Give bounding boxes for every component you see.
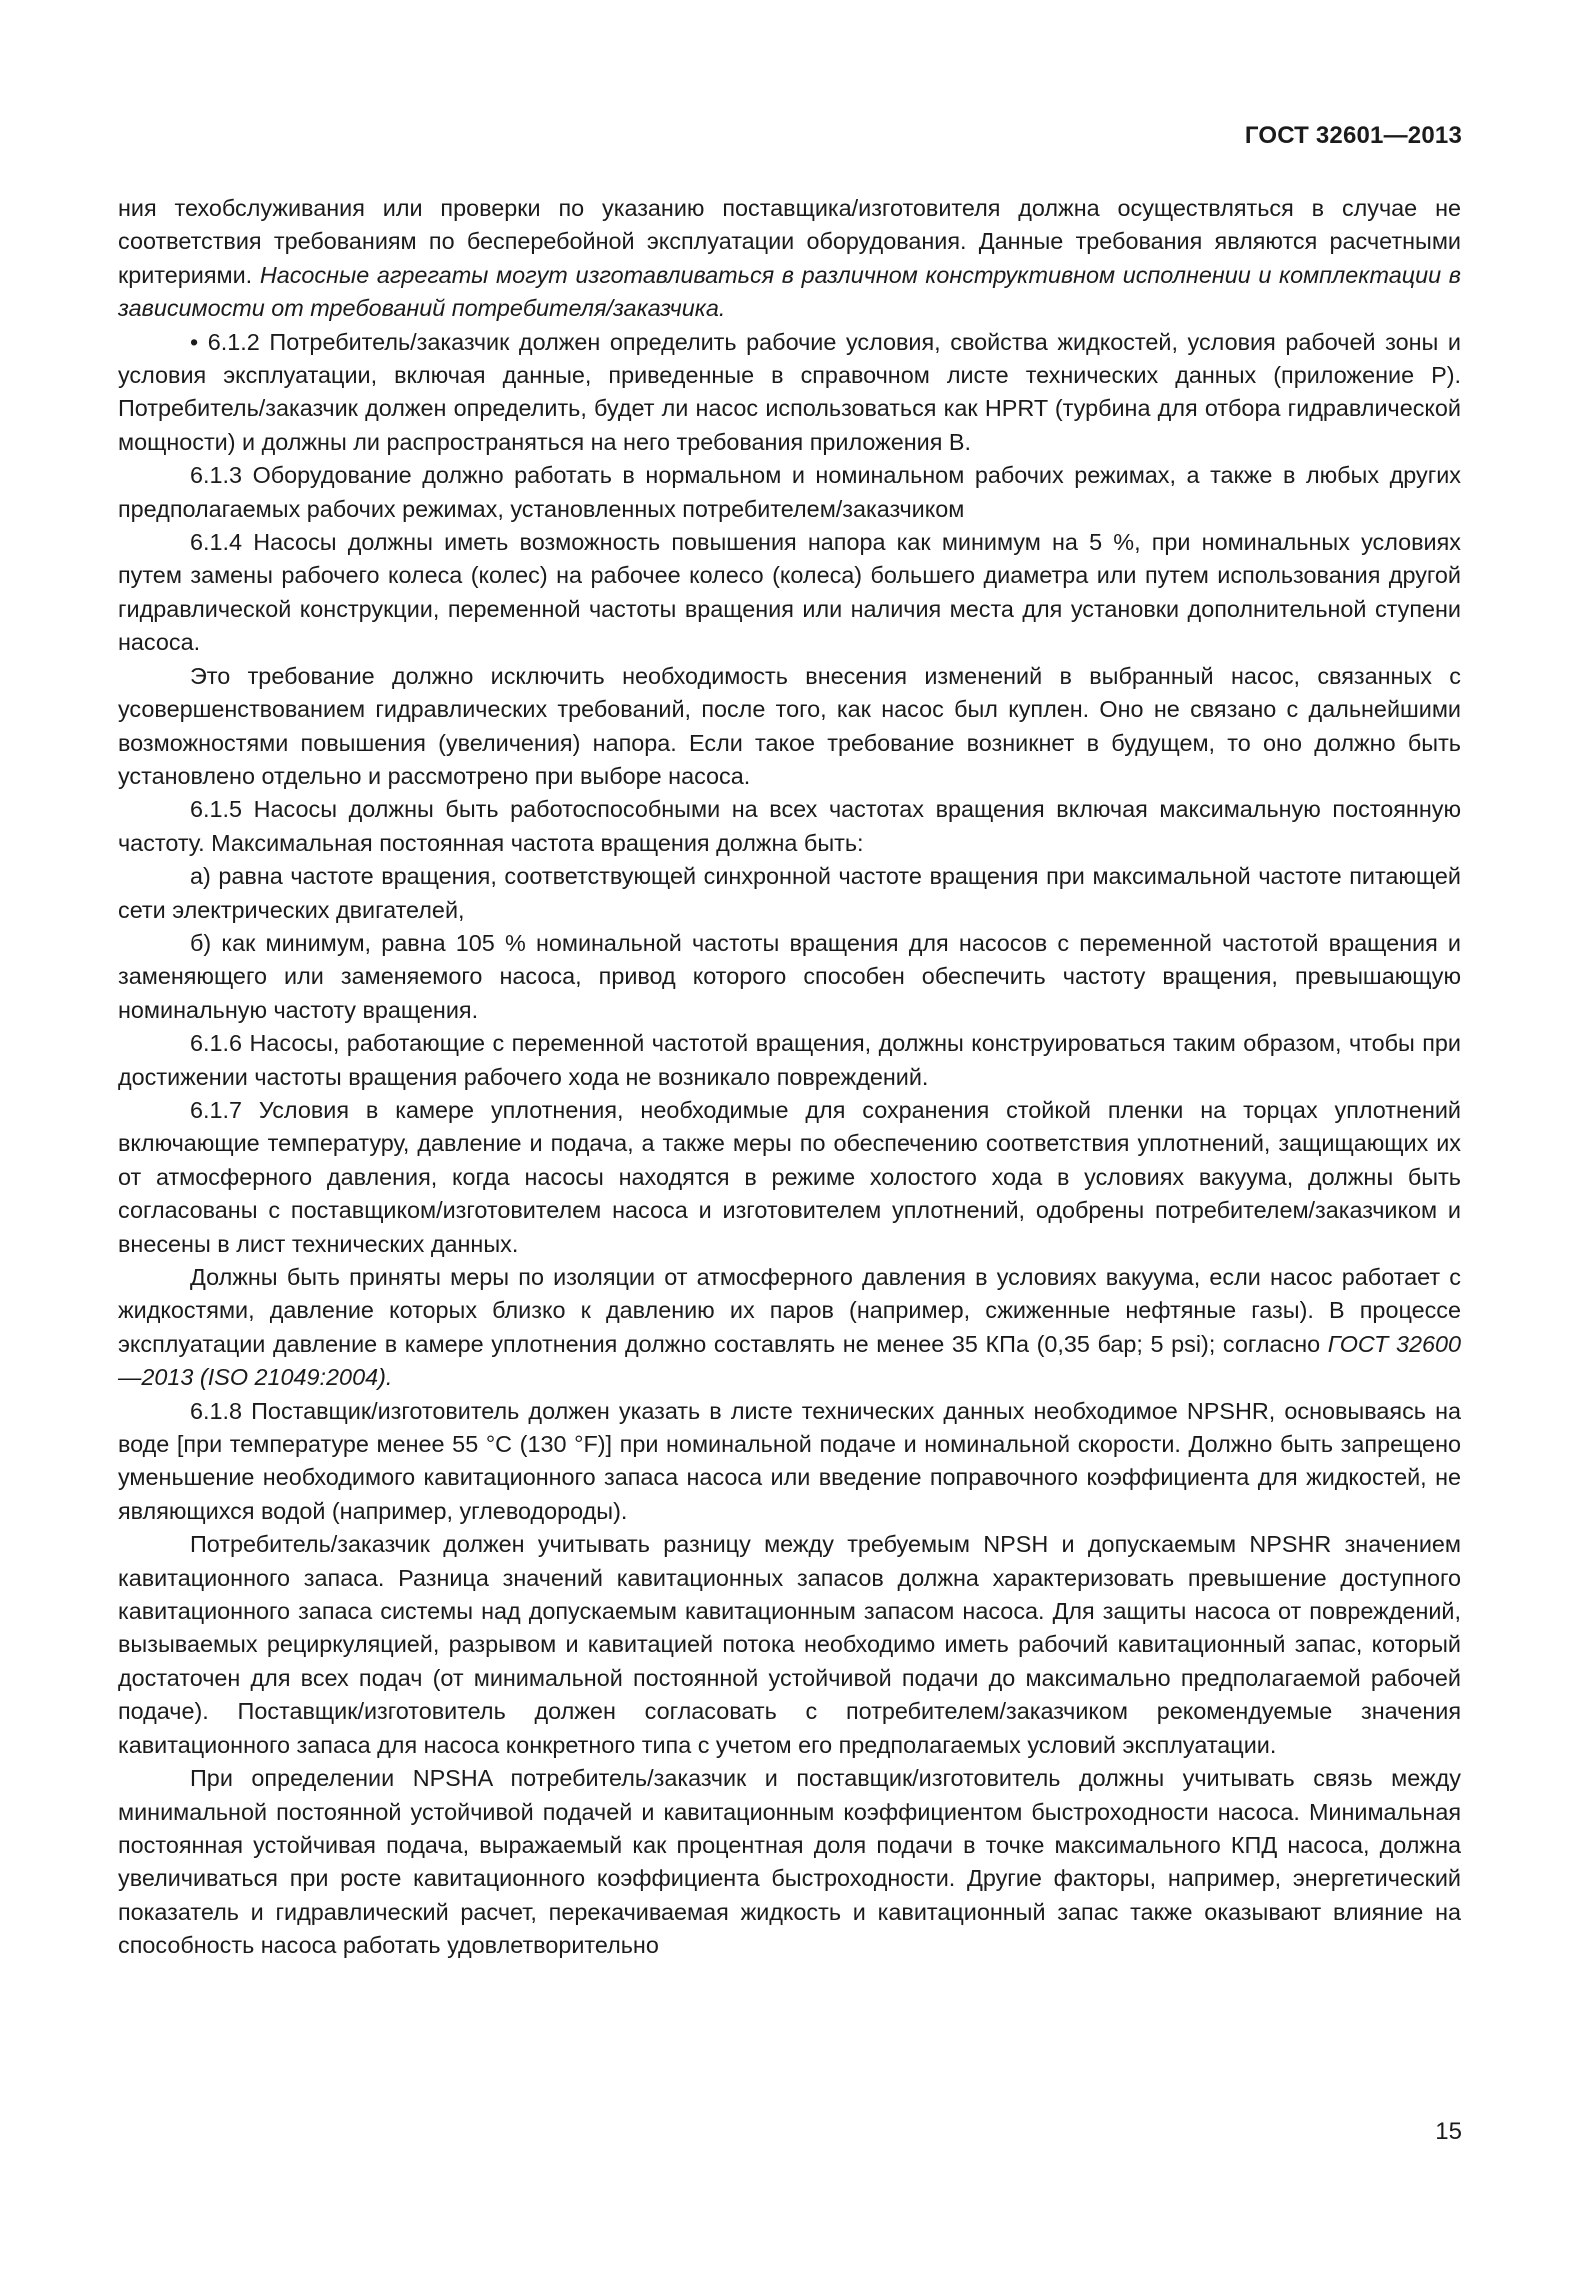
paragraph-6-1-4-note: Это требование должно исключить необходимость внесения изменений в выбранный насос, связанных с усовершенствованием гидравлических требований, после того, как насос был куплен. Оно не связано с дальнейшими возможностями повышения (увеличения) напора. Если такое требование возникнет в будущем, то оно должно быть установлено отдельно и рассмотрено при выборе насоса.	[118, 662, 1461, 789]
paragraph-6-1-4: 6.1.4 Насосы должны иметь возможность повышения напора как минимум на 5 %, при номинальных условиях путем замены рабочего колеса (колес) на рабочее колесо (колеса) большего диаметра или путем использования другой гидравлической конструкции, переменной частоты вращения или наличия места для установки дополнительной ступени насоса.	[118, 529, 1461, 656]
standard-header: ГОСТ 32601—2013	[1244, 122, 1462, 149]
paragraph-continuation	[118, 192, 1461, 326]
page-number: 15	[1435, 2118, 1462, 2145]
paragraph-6-1-7-vacuum	[118, 1261, 1461, 1395]
paragraph-italic-reference: ГОСТ 32600—2013 (ISO 21049:2004).	[118, 1330, 1461, 1391]
paragraph-text: Должны быть приняты меры по изоляции от атмосферного давления в условиях вакуума, если насос работает с жидкостями, давление которых близко к давлению их паров (например, сжиженные нефтяные газы). В процессе эксплуатации давление в камере уплотнения должно составлять не менее 35 КПа (0,35 бар; 5 psi); согласно	[118, 1264, 1461, 1357]
paragraph-6-1-8-npsha: При определении NPSHA потребитель/заказчик и поставщик/изготовитель должны учитывать связь между минимальной постоянной устойчивой подачей и кавитационным коэффициентом быстроходности насоса. Минимальная постоянная устойчивая подача, выражаемый как процентная доля подачи в точке максимального КПД насоса, должна увеличиваться при росте кавитационного коэффициента быстроходности. Другие факторы, например, энергетический показатель и гидравлический расчет, перекачиваемая жидкость и кавитационный запас также оказывают влияние на способность насоса работать удовлетворительно	[118, 1765, 1461, 1959]
paragraph-6-1-2: • 6.1.2 Потребитель/заказчик должен определить рабочие условия, свойства жидкостей, условия рабочей зоны и условия эксплуатации, включая данные, приведенные в справочном листе технических данных (приложение Р). Потребитель/заказчик должен определить, будет ли насос использоваться как HPRT (турбина для отбора гидравлической мощности) и должны ли распространяться на него требования приложения В.	[118, 328, 1461, 455]
paragraph-italic-text: Насосные агрегаты могут изготавливаться в различном конструктивном исполнении и комплектации в зависимости от требований потребителя/заказчика.	[118, 261, 1462, 322]
paragraph-6-1-5: 6.1.5 Насосы должны быть работоспособными на всех частотах вращения включая максимальную постоянную частоту. Максимальная постоянная частота вращения должна быть:	[118, 796, 1461, 856]
paragraph-6-1-8-npsh: Потребитель/заказчик должен учитывать разницу между требуемым NPSH и допускаемым NPSHR значением кавитационного запаса. Разница значений кавитационных запасов должна характеризовать превышение доступного кавитационного запаса системы над допускаемым кавитационным запасом насоса. Для защиты насоса от повреждений, вызываемых рециркуляцией, разрывом и кавитацией потока необходимо иметь рабочий кавитационный запас, который достаточен для всех подач (от минимальной постоянной устойчивой подачи до максимально предполагаемой рабочей подаче). Поставщик/изготовитель должен согласовать с потребителем/заказчиком рекомендуемые значения кавитационного запаса для насоса конкретного типа с учетом его предполагаемых условий эксплуатации.	[118, 1531, 1461, 1758]
paragraph-text: ния техобслуживания или проверки по указанию поставщика/изготовителя должна осуществляться в случае не соответствия требованиям по бесперебойной эксплуатации оборудования. Данные требования являются расчетными критериями.	[118, 195, 1461, 288]
paragraph-6-1-3: 6.1.3 Оборудование должно работать в нормальном и номинальном рабочих режимах, а также в любых других предполагаемых рабочих режимах, установленных потребителем/заказчиком	[118, 462, 1461, 522]
paragraph-6-1-5-a: а) равна частоте вращения, соответствующей синхронной частоте вращения при максимальной частоте питающей сети электрических двигателей,	[118, 863, 1461, 923]
paragraph-6-1-7: 6.1.7 Условия в камере уплотнения, необходимые для сохранения стойкой пленки на торцах уплотнений включающие температуру, давление и подача, а также меры по обеспечению соответствия уплотнений, защищающих их от атмосферного давления, когда насосы находятся в режиме холостого хода в условиях вакуума, должны быть согласованы с поставщиком/изготовителем насоса и изготовителем уплотнений, одобрены потребителем/заказчиком и внесены в лист технических данных.	[118, 1096, 1461, 1257]
paragraph-6-1-8: 6.1.8 Поставщик/изготовитель должен указать в листе технических данных необходимое NPSHR, основываясь на воде [при температуре менее 55 °С (130 °F)] при номинальной подаче и номинальной скорости. Должно быть запрещено уменьшение необходимого кавитационного запаса насоса или введение поправочного коэффициента для жидкостей, не являющихся водой (например, углеводороды).	[118, 1397, 1461, 1524]
body-text	[118, 192, 1461, 1963]
paragraph-6-1-5-b: б) как минимум, равна 105 % номинальной частоты вращения для насосов с переменной частотой вращения и заменяющего или заменяемого насоса, привод которого способен обеспечить частоту вращения, превышающую номинальную частоту вращения.	[118, 929, 1461, 1023]
paragraph-6-1-6: 6.1.6 Насосы, работающие с переменной частотой вращения, должны конструироваться таким образом, чтобы при достижении частоты вращения рабочего хода не возникало повреждений.	[118, 1030, 1461, 1090]
